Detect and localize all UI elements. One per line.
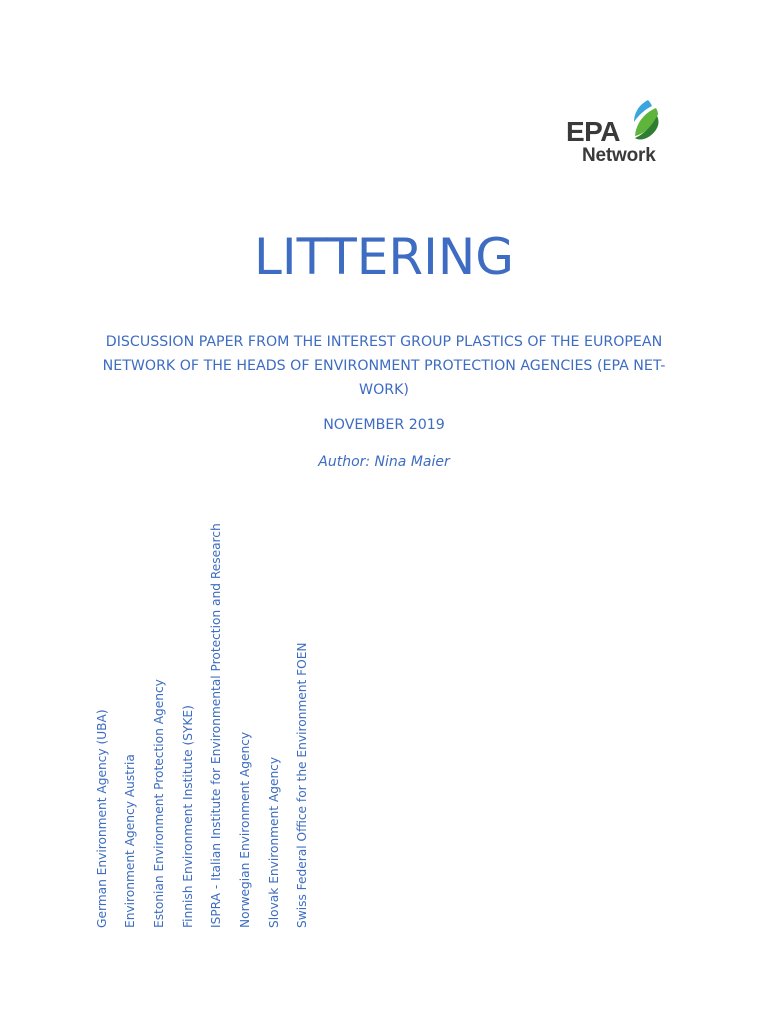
- logo-network-text: Network: [582, 145, 656, 166]
- epa-network-logo: [564, 98, 694, 172]
- logo-epa-text: EPA: [566, 116, 620, 147]
- agency-item: Finnish Environment Institute (SYKE): [181, 705, 195, 928]
- publication-date: NOVEMBER 2019: [323, 417, 445, 433]
- document-title: LITTERING: [253, 228, 515, 286]
- agency-item: Estonian Environment Protection Agency: [152, 679, 166, 928]
- agency-item: Slovak Environment Agency: [267, 756, 281, 928]
- agency-item: Swiss Federal Office for the Environment FOEN: [295, 642, 309, 928]
- agency-item: Environment Agency Austria: [123, 754, 137, 928]
- agency-item: German Environment Agency (UBA): [95, 709, 109, 928]
- document-subtitle: DISCUSSION PAPER FROM THE INTEREST GROUP PLASTICS OF THE EUROPEAN NETWORK OF THE HEADS OF ENVIRONMENT PROTECTION AGENCIES (EPA NET-WORK): [102, 334, 666, 398]
- agency-item: Norwegian Environment Agency: [238, 731, 252, 928]
- author-line: Author: Nina Maier: [318, 454, 450, 470]
- agency-item: ISPRA - Italian Institute for Environmental Protection and Research: [209, 523, 223, 928]
- leaf-icon: [626, 98, 666, 148]
